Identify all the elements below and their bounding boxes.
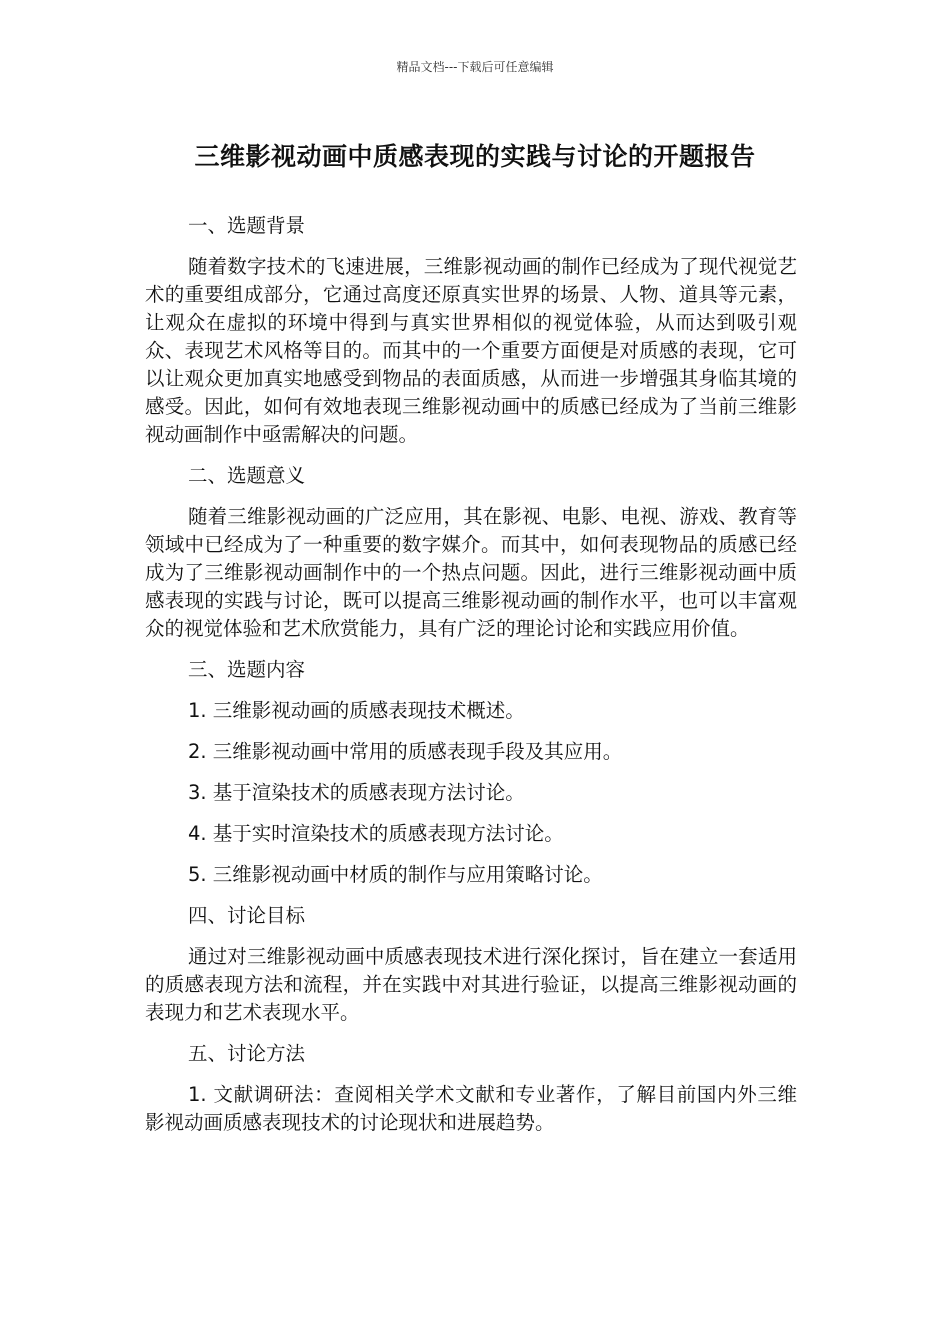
list-item-method-1: 1. 文献调研法：查阅相关学术文献和专业著作，了解目前国内外三维影视动画质感表现技术的讨论现状和进展趋势。 — [145, 1083, 797, 1134]
section-heading-content: 三、选题内容 — [188, 658, 306, 681]
document-body — [145, 212, 797, 1150]
list-item-content-3: 3. 基于渲染技术的质感表现方法讨论。 — [188, 781, 525, 804]
section-heading-background: 一、选题背景 — [188, 214, 306, 237]
list-item-content-1: 1. 三维影视动画的质感表现技术概述。 — [188, 699, 525, 722]
document-title: 三维影视动画中质感表现的实践与讨论的开题报告 — [194, 142, 756, 171]
page-header-note: 精品文档---下载后可任意编辑 — [396, 60, 554, 74]
section-heading-significance: 二、选题意义 — [188, 464, 306, 487]
paragraph-goals: 通过对三维影视动画中质感表现技术进行深化探讨，旨在建立一套适用的质感表现方法和流程，并在实践中对其进行验证，以提高三维影视动画的表现力和艺术表现水平。 — [145, 945, 797, 1024]
paragraph-background: 随着数字技术的飞速进展，三维影视动画的制作已经成为了现代视觉艺术的重要组成部分，它通过高度还原真实世界的场景、人物、道具等元素，让观众在虚拟的环境中得到与真实世界相似的视觉体验，从而达到吸引观众、表现艺术风格等目的。而其中的一个重要方面便是对质感的表现，它可以让观众更加真实地感受到物品的表面质感，从而进一步增强其身临其境的感受。因此，如何有效地表现三维影视动画中的质感已经成为了当前三维影视动画制作中亟需解决的问题。 — [145, 255, 797, 446]
section-heading-goals: 四、讨论目标 — [188, 904, 306, 927]
list-item-content-2: 2. 三维影视动画中常用的质感表现手段及其应用。 — [188, 740, 623, 763]
paragraph-significance: 随着三维影视动画的广泛应用，其在影视、电影、电视、游戏、教育等领域中已经成为了一种重要的数字媒介。而其中，如何表现物品的质感已经成为了三维影视动画制作中的一个热点问题。因此，进行三维影视动画中质感表现的实践与讨论，既可以提高三维影视动画的制作水平，也可以丰富观众的视觉体验和艺术欣赏能力，具有广泛的理论讨论和实践应用价值。 — [145, 505, 797, 640]
list-item-content-4: 4. 基于实时渲染技术的质感表现方法讨论。 — [188, 822, 564, 845]
section-heading-methods: 五、讨论方法 — [188, 1042, 306, 1065]
list-item-content-5: 5. 三维影视动画中材质的制作与应用策略讨论。 — [188, 863, 603, 886]
